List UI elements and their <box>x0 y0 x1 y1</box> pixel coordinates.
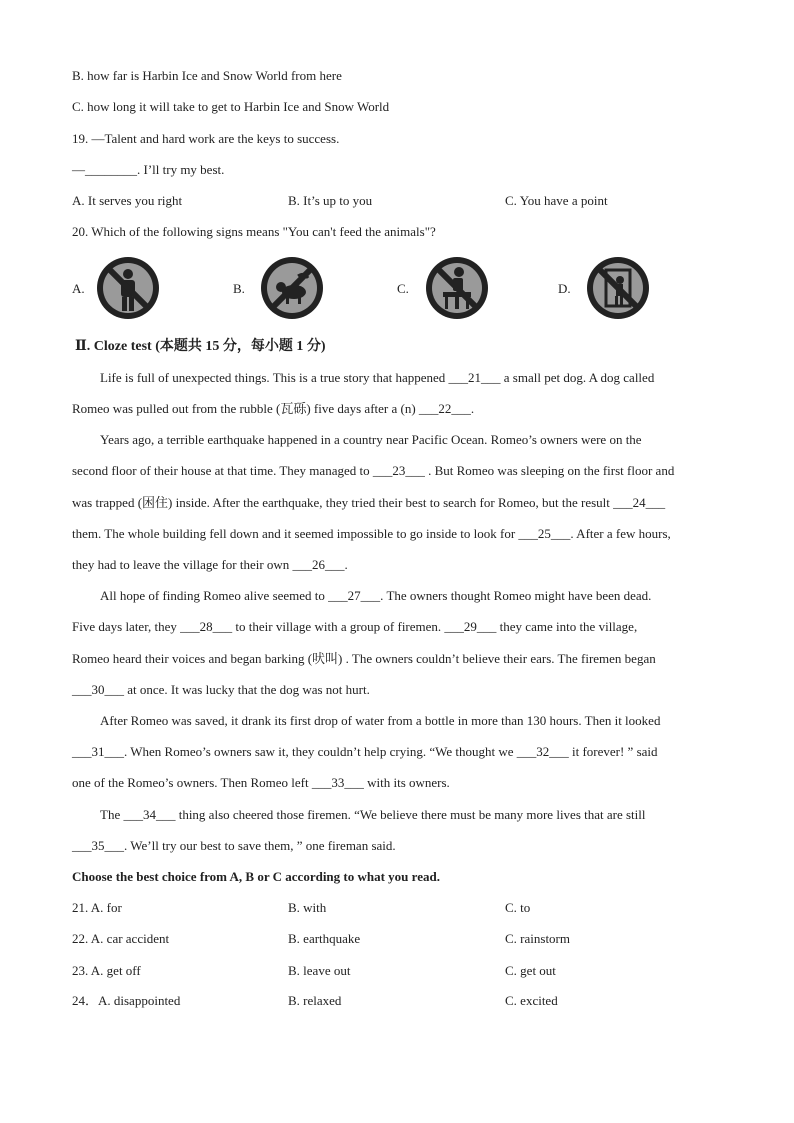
section-title: Ⅱ. Cloze test (本题共 15 分，每小题 1 分) <box>75 339 326 354</box>
q21-option-a: 21. A. for <box>72 900 122 915</box>
no-standing-person-sign-icon <box>96 256 160 320</box>
passage-line-9: Five days later, they ___28___ to their village with a group of firemen. ___29___ they came into the village, <box>72 619 638 634</box>
passage-line-13: ___31___. When Romeo’s owners saw it, they couldn’t help crying. “We thought we ___32___ it forever! ” said <box>72 744 658 759</box>
no-sitting-sign-icon <box>425 256 489 320</box>
q23-option-b: B. leave out <box>288 963 351 978</box>
q19-option-c: C. You have a point <box>505 193 608 208</box>
passage-line-12: After Romeo was saved, it drank its first drop of water from a bottle in more than 130 hours. Then it looked <box>100 713 661 728</box>
q22-option-b: B. earthquake <box>288 931 361 946</box>
q18-option-b: B. how far is Harbin Ice and Snow World from here <box>72 68 342 83</box>
passage-line-2: Romeo was pulled out from the rubble (瓦砾) five days after a (n) ___22___. <box>72 401 475 416</box>
no-feeding-animals-sign-icon <box>260 256 324 320</box>
q24-option-b: B. relaxed <box>288 993 342 1008</box>
q21-option-b: B. with <box>288 900 327 915</box>
no-entry-door-sign-icon <box>586 256 650 320</box>
q23-option-c: C. get out <box>505 963 556 978</box>
passage-line-1: Life is full of unexpected things. This is a true story that happened ___21___ a small pet dog. A dog called <box>100 370 655 385</box>
q19-reply: —________. I’ll try my best. <box>72 162 225 177</box>
passage-line-8: All hope of finding Romeo alive seemed to ___27___. The owners thought Romeo might have been dead. <box>100 588 652 603</box>
passage-line-11: ___30___ at once. It was lucky that the dog was not hurt. <box>72 682 370 697</box>
q19-option-b: B. It’s up to you <box>288 193 373 208</box>
q19-stem: 19. —Talent and hard work are the keys to success. <box>72 131 340 146</box>
q18-option-c: C. how long it will take to get to Harbin Ice and Snow World <box>72 99 390 114</box>
q19-option-a: A. It serves you right <box>72 193 183 208</box>
passage-line-16: ___35___. We’ll try our best to save them, ” one fireman said. <box>72 838 396 853</box>
passage-line-4: second floor of their house at that time. They managed to ___23___ . But Romeo was sleeping on the first floor and <box>72 463 675 478</box>
passage-line-5: was trapped (困住) inside. After the earthquake, they tried their best to search for Romeo, but the result ___24___ <box>72 495 666 510</box>
q20-label-d: D. <box>558 281 571 296</box>
q23-option-a: 23. A. get off <box>72 963 141 978</box>
q24-option-a: 24．A. disappointed <box>72 993 181 1008</box>
q22-option-c: C. rainstorm <box>505 931 570 946</box>
q20-stem: 20. Which of the following signs means "You can't feed the animals"? <box>72 224 436 239</box>
passage-line-14: one of the Romeo’s owners. Then Romeo left ___33___ with its owners. <box>72 775 450 790</box>
q22-option-a: 22. A. car accident <box>72 931 170 946</box>
passage-line-7: they had to leave the village for their own ___26___. <box>72 557 348 572</box>
q24-option-c: C. excited <box>505 993 558 1008</box>
instruction: Choose the best choice from A, B or C according to what you read. <box>72 869 440 884</box>
passage-line-3: Years ago, a terrible earthquake happened in a country near Pacific Ocean. Romeo’s owners were on the <box>100 432 642 447</box>
q20-label-a: A. <box>72 281 85 296</box>
passage-line-10: Romeo heard their voices and began barking (吠叫) . The owners couldn’t believe their ears. The firemen began <box>72 651 656 666</box>
passage-line-6: them. The whole building fell down and it seemed impossible to go inside to look for ___25___. After a few hours, <box>72 526 671 541</box>
q20-label-b: B. <box>233 281 245 296</box>
q20-label-c: C. <box>397 281 409 296</box>
q21-option-c: C. to <box>505 900 531 915</box>
passage-line-15: The ___34___ thing also cheered those firemen. “We believe there must be many more lives that are still <box>100 807 646 822</box>
